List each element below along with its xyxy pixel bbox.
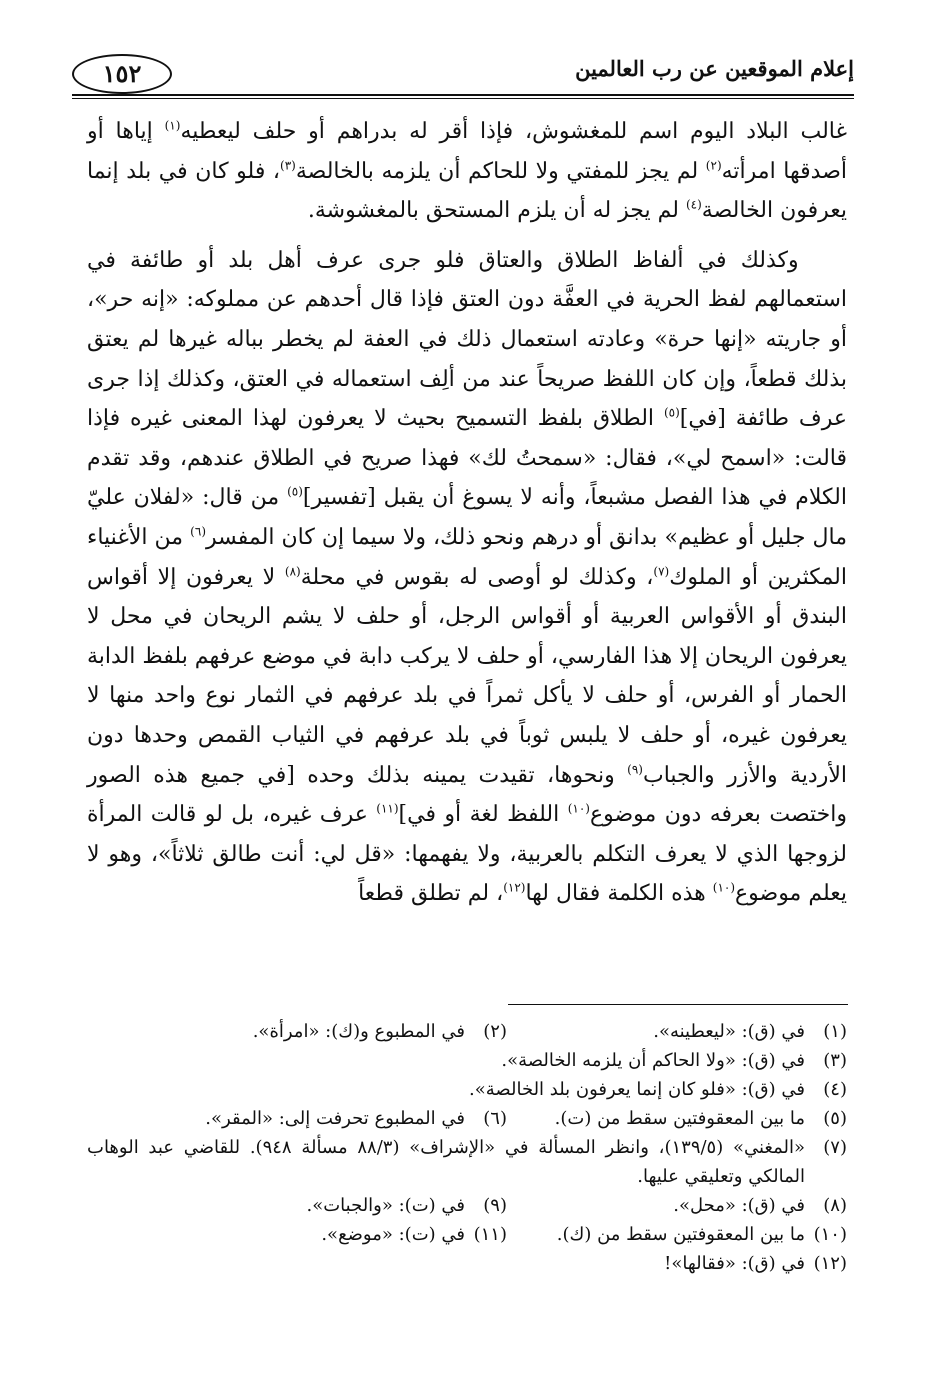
footnote-marker: (٧): [653, 564, 670, 579]
text-run: غالب البلاد اليوم اسم للمغشوش، فإذا أقر له بدراهم أو حلف ليعطيه: [180, 119, 847, 144]
footnote-row: [87, 1046, 847, 1075]
footnote: [167, 1104, 507, 1133]
footnote: [87, 1133, 847, 1191]
footnotes: [87, 1017, 847, 1278]
text-run: ، وكذلك لو أوصى له بقوس في محلة: [300, 564, 654, 590]
header-rule-thin: [72, 98, 854, 99]
footnote-text: في (ت): «والجبات».: [306, 1195, 465, 1216]
footnote-marker: (٣): [280, 158, 296, 173]
footnote-marker: (١٠): [712, 880, 736, 895]
footnote-number: (٣): [823, 1050, 847, 1071]
footnote-marker: (٨): [284, 564, 301, 579]
footnote: [507, 1017, 847, 1046]
footnote: [167, 1220, 507, 1249]
footnote-row: [87, 1104, 847, 1133]
footnote-marker: (٦): [190, 524, 206, 539]
book-title: إعلام الموقعين عن رب العالمين: [575, 56, 854, 81]
paragraph: [87, 241, 847, 914]
footnote: [507, 1104, 847, 1133]
text-run: الطلاق بلفظ التسميح بحيث لا يعرفون لهذا المعنى غيره فإذا قالت: «اسمح لي»، فقال: «سمحتُ لك» فهذا صريح في الطلاق عندهم، وقد تقدم الكلام في هذا الفصل مشبعاً، وأنه لا يسوغ أن يقبل [تفسير]: [87, 406, 847, 511]
header-rule: [72, 94, 854, 96]
footnote-text: في (ق): «فقالها»!: [664, 1253, 805, 1274]
footnote-number: (١٢): [813, 1253, 847, 1274]
footnote-separator: [508, 1004, 848, 1005]
text-run: وكذلك في ألفاظ الطلاق والعتاق فلو جرى عرف أهل بلد أو طائفة في استعمالهم لفظ الحرية في العفَّة دون العتق فإذا قال أحدهم عن مملوكه: «إنه حر»، أو جاريته «إنها حرة» وعادته استعمال ذلك في العفة لم يخطر بباله غيرها لم يعتق بذلك قطعاً، وإن كان اللفظ صريحاً عند من ألِف استعماله في العتق، وكذلك إذا جرى عرف طائفة [في]: [87, 247, 847, 432]
text-run: لم يجز للمفتي ولا للحاكم أن يلزمه بالخالصة: [295, 158, 706, 184]
text-run: هذه الكلمة فقال لها: [525, 881, 713, 907]
footnote-text: في المطبوع و(ك): «امرأة».: [252, 1021, 465, 1042]
footnote: [469, 1075, 847, 1104]
footnote-number: (٢): [483, 1021, 507, 1042]
footnote: [501, 1046, 847, 1075]
footnote: [507, 1191, 847, 1220]
text-run: ، فلو كان في بلد إنما يعرفون الخالصة: [87, 158, 847, 224]
footnote-number: (٦): [483, 1108, 507, 1129]
footnote-marker: (١): [164, 118, 181, 133]
footnote-row: [87, 1220, 847, 1249]
footnote-number: (١١): [473, 1224, 507, 1245]
footnote-row: [87, 1249, 847, 1278]
footnote-text: في (ق): «ليعطينه».: [653, 1021, 805, 1042]
footnote-row: [87, 1191, 847, 1220]
footnote-number: (١٠): [813, 1224, 847, 1245]
text-run: عرف غيره، بل لو قالت المرأة لزوجها الذي لا يعرف التكلم بالعربية، ولا يفهمها: «قل لي: أنت طالق ثلاثاً»، وهو لا يعلم موضوع: [87, 802, 847, 907]
text-run: لا يعرفون إلا أقواس البندق أو الأقواس العربية أو أقواس الرجل، أو حلف لا يشم الريحان في محل لا يعرفون الريحان إلا هذا الفارسي، أو حلف لا يركب دابة في موضع عرفهم بلفظ الدابة الحمار أو الفرس، أو حلف لا يأكل ثمراً في بلد عرفهم في الثمار نوع واحد منها لا يعرفون غيره، أو حلف لا يلبس ثوباً في بلد عرفهم في الثياب القمص وحدها دون الأردية والأزر والجباب: [87, 564, 847, 788]
footnote-row: [87, 1133, 847, 1191]
footnote-marker: (١٠): [567, 801, 590, 816]
footnote-number: (٨): [823, 1195, 847, 1216]
text-run: ، لم تطلق قطعاً: [358, 881, 504, 907]
footnote-number: (٩): [483, 1195, 507, 1216]
footnote-text: ما بين المعقوفتين سقط من (ت).: [554, 1108, 805, 1129]
text-run: لم يجز له أن يلزم المستحق بالمغشوشة.: [307, 198, 686, 224]
page-number: ١٥٢: [72, 54, 172, 94]
footnote-number: (١): [823, 1021, 847, 1042]
footnote-text: ما بين المعقوفتين سقط من (ك).: [556, 1224, 805, 1245]
footnote-text: في المطبوع تحرفت إلى: «المقر».: [205, 1108, 465, 1129]
footnote-marker: (١١): [376, 801, 399, 816]
footnote-text: في (ت): «موضع».: [321, 1224, 465, 1245]
footnote-marker: (٩): [627, 762, 643, 777]
footnote-text: في (ق): «فلو كان إنما يعرفون بلد الخالصة».: [468, 1079, 805, 1100]
footnote-marker: (٥): [663, 405, 680, 420]
footnote-marker: (٥): [287, 485, 303, 500]
footnote-number: (٥): [823, 1108, 847, 1129]
footnote-text: في (ق): «ولا الحاكم أن يلزمه الخالصة».: [501, 1050, 805, 1071]
footnote-row: [87, 1075, 847, 1104]
footnote: [167, 1017, 507, 1046]
footnote: [507, 1220, 847, 1249]
running-header: [72, 50, 854, 100]
footnote-number: (٤): [823, 1079, 847, 1100]
text-run: من الأغنياء المكثرين أو الملوك: [87, 524, 847, 590]
footnote-number: (٧): [823, 1137, 847, 1158]
footnote-text: في (ق): «محل».: [673, 1195, 805, 1216]
main-text: [87, 112, 847, 914]
text-run: ونحوها، تقيدت يمينه بذلك وحده [في جميع هذه الصور واختصت بعرفه دون موضوع: [87, 762, 847, 828]
footnote-marker: (١٢): [503, 880, 526, 895]
paragraph: [87, 112, 847, 231]
footnote: [167, 1191, 507, 1220]
footnote-marker: (٢): [705, 158, 722, 173]
footnote: [664, 1249, 847, 1278]
text-run: إياها أو أصدقها امرأته: [87, 119, 847, 184]
text-run: من قال: «لفلان عليّ مال جليل أو عظيم» بدانق أو درهم ونحو ذلك، ولا سيما إن كان المفسر: [87, 485, 847, 550]
text-run: اللفظ لغة أو في]: [398, 802, 568, 828]
footnote-marker: (٤): [685, 197, 702, 212]
footnote-row: [87, 1017, 847, 1046]
footnote-text: «المغني» (١٣٩/٥)، وانظر المسألة في «الإشراف» (٨٨/٣ مسألة ٩٤٨). للقاضي عبد الوهاب المالكي وتعليقي عليها.: [87, 1137, 806, 1187]
